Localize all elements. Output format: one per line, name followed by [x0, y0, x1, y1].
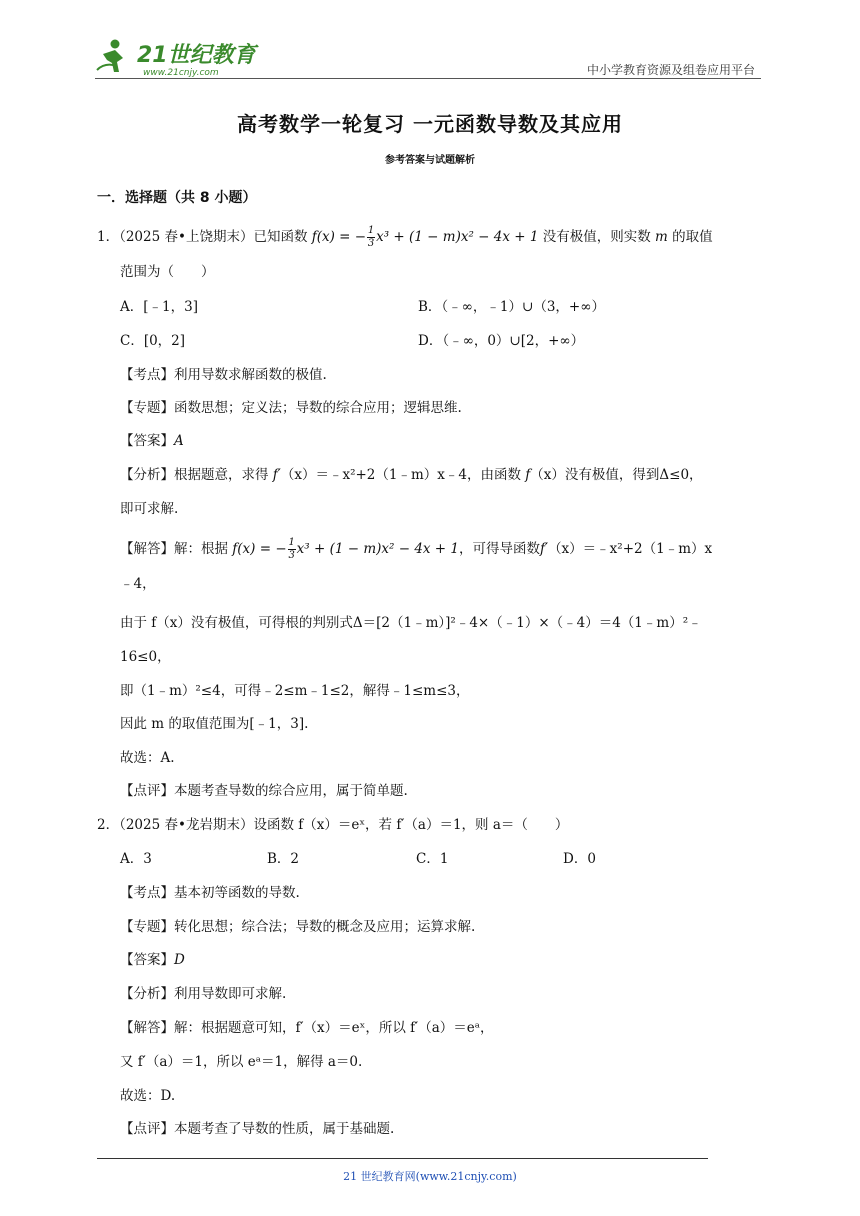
q1-guxuan: 故选：A. [120, 750, 175, 766]
header-divider [95, 78, 761, 79]
q2-option-a: A．3 [120, 851, 152, 867]
q1-option-a: A．[﹣1，3] [120, 299, 198, 315]
q1-option-c: C．[0，2] [120, 333, 186, 349]
q2-stem: 2．（2025 春•龙岩期末）设函数 f（x）＝eˣ，若 f′（a）＝1，则 a＝（ ） [97, 817, 569, 833]
q2-jieda-line2: 又 f′（a）＝1，所以 eᵃ＝1，解得 a＝0. [120, 1054, 363, 1070]
q2-option-b: B．2 [267, 851, 300, 867]
q2-option-d: D．0 [563, 851, 596, 867]
footer-link[interactable]: 21 世纪教育网(www.21cnjy.com) [343, 1170, 517, 1183]
q1-jieda-line3: 由于 f（x）没有极值，可得根的判别式Δ＝[2（1﹣m）]²﹣4×（﹣1）×（﹣4）＝4（1﹣m）²﹣ [120, 615, 702, 631]
q2-guxuan: 故选：D. [120, 1088, 176, 1104]
q2-answer: 【答案】D [120, 952, 185, 968]
section-heading: 一．选择题（共 8 小题） [97, 190, 257, 206]
q2-jieda-line1: 【解答】解：根据题意可知，f′（x）＝eˣ，所以 f′（a）＝eᵃ， [120, 1020, 494, 1036]
page-title: 高考数学一轮复习 一元函数导数及其应用 [237, 112, 623, 136]
q1-stem: 1．（2025 春•上饶期末）已知函数 f(x) = − $\frac{1}{3}$ x³ + (1 − m)x² − 4x + 1 没有极值，则实数 m 的取值 [97, 225, 713, 249]
q1-jieda-line6: 因此 m 的取值范围为[﹣1，3]. [120, 716, 309, 732]
q1-answer: 【答案】A [120, 433, 184, 449]
site-tagline: 中小学教育资源及组卷应用平台 [586, 63, 755, 77]
svg-text:www.21cnjy.com: www.21cnjy.com [143, 68, 219, 78]
q1-jieda-line5: 即（1﹣m）²≤4，可得﹣2≤m﹣1≤2，解得﹣1≤m≤3， [120, 683, 470, 699]
q1-option-b: B．（﹣∞，﹣1）∪（3，+∞） [418, 299, 605, 315]
q1-fenxi-line2: 即可求解. [120, 501, 179, 517]
footer-divider [97, 1158, 708, 1159]
q2-dianping: 【点评】本题考查了导数的性质，属于基础题. [120, 1121, 395, 1137]
q1-option-d: D．（﹣∞，0）∪[2，+∞） [418, 333, 585, 349]
q2-zhuanti: 【专题】转化思想；综合法；导数的概念及应用；运算求解. [120, 919, 476, 935]
q1-stem-line2: 范围为（ ） [120, 264, 215, 280]
q1-kaodian: 【考点】利用导数求解函数的极值. [120, 367, 327, 383]
q1-jieda-line2: ﹣4， [120, 576, 156, 592]
q1-dianping: 【点评】本题考查导数的综合应用，属于简单题. [120, 783, 408, 799]
q1-jieda-line4: 16≤0， [120, 649, 171, 665]
svg-text:21世纪教育: 21世纪教育 [137, 43, 256, 68]
q1-jieda: 【解答】解：根据 f(x) = − $\frac{1}{3}$ x³ + (1 − m)x² − 4x + 1，可得导函数f′（x）＝﹣x²+2（1﹣m）x [120, 537, 713, 561]
q2-option-c: C．1 [416, 851, 449, 867]
page-subtitle: 参考答案与试题解析 [385, 155, 475, 166]
q1-zhuanti: 【专题】函数思想；定义法；导数的综合应用；逻辑思维. [120, 400, 462, 416]
q1-fenxi: 【分析】根据题意，求得 f′（x）＝﹣x²+2（1﹣m）x﹣4，由函数 f（x）没有极值，得到Δ≤0， [120, 467, 703, 483]
q2-kaodian: 【考点】基本初等函数的导数. [120, 885, 300, 901]
site-logo [95, 36, 265, 78]
q2-fenxi: 【分析】利用导数即可求解. [120, 986, 287, 1002]
